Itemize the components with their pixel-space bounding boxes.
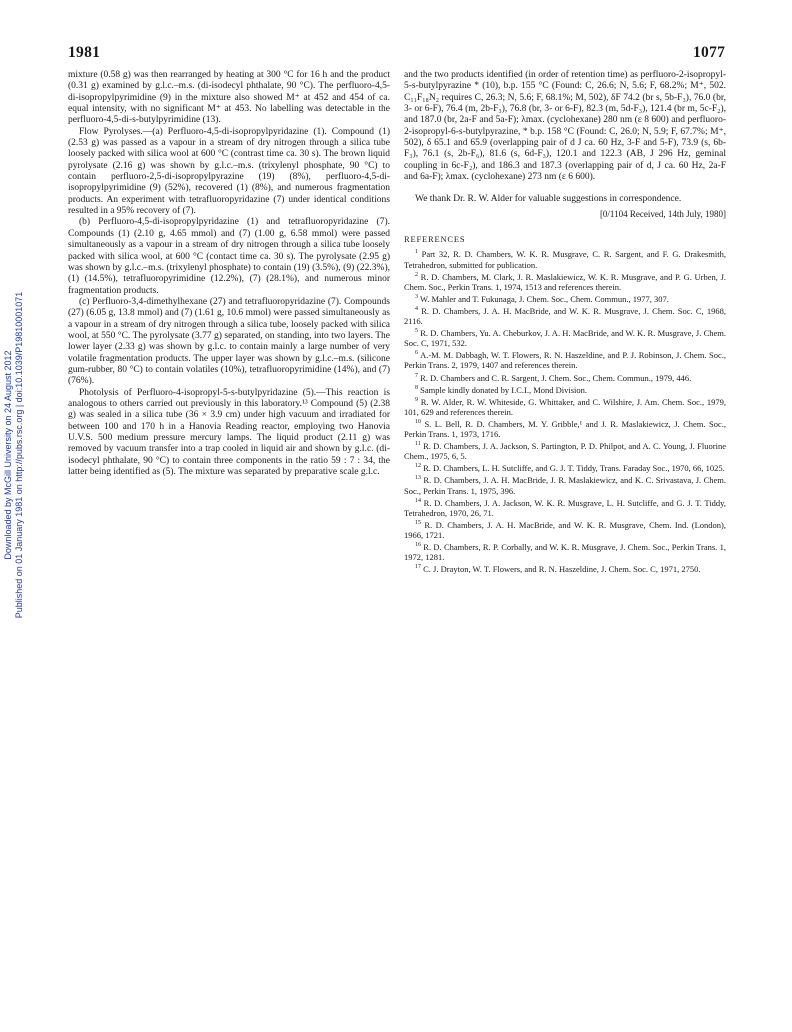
reference-item (404, 247, 726, 269)
paragraph: (c) Perfluoro-3,4-dimethylhexane (27) and tetrafluoropyridazine (7). Compounds (27) (6.05 g, 13.8 mmol) and (7) (1.61 g, 10.6 mmol) were passed simultaneously as a vapour in a stream of dry nitrogen through a silica tube, loosely packed with silica wool, at 550 °C. The pyrolysate (3.77 g) separated, on standing, into two layers. The lower layer (2.33 g) was shown by g.l.c. to contain mainly a large number of very volatile fragmentation products. The upper layer was shown by g.l.c.–m.s. (silicone gum-rubber, 80 °C) to contain volatiles (10%), tetrafluoropyrimidine (14%), and (7) (76%). (68, 296, 390, 387)
reference-item (404, 473, 726, 495)
reference-number: 16 (415, 542, 421, 549)
reference-text: R. D. Chambers, J. A. H. MacBride, and W. K. R. Musgrave, Chem. Ind. (London), 1966, 1721. (404, 519, 726, 540)
reference-number: 13 (415, 475, 421, 482)
download-watermark (0, 0, 30, 1032)
reference-number: 6 (415, 350, 418, 357)
paragraph: and the two products identified (in order of retention time) as perfluoro-2-isopropyl-5-s-butylpyrazine * (10), b.p. 155 °C (Found: C, 26.6; N, 5.6; F, 68.2%; M⁺, 502. C₁₁F₁₈N₂ requires C, 26.3; N, 5.6; F, 68.1%; M, 502), δF 74.2 (br s, 5b-F₃), 76.0 (br, 3- or 6-F), 76.4 (m, 2b-F₃), 76.8 (br, 3- or 6-F), 82.3 (m, 5d-F₃), 121.4 (br m, 5c-F₂), and 187.0 (br, 2a-F and 5a-F); λmax. (cyclohexane) 280 nm (ε 8 600) and perfluoro-2-isopropyl-6-s-butylpyrazine, * b.p. 158 °C (Found: C, 26.0; N, 5.9; F, 67.7%; M⁺, 502), δ 65.1 and 65.9 (overlapping pair of d J ca. 60 Hz, 3-F and 5-F), 73.9 (s, 6b-F₃), 76.1 (s, 2b-F₆), 81.6 (s, 6d-F₃), 120.1 and 122.3 (AB, J 296 Hz, geminal coupling in 6c-F₂), and 186.3 and 187.3 (overlapping pair of d, J ca. 60 Hz, 2a-F and 6a-F); λmax. (cyclohexane) 273 nm (ε 6 600). (404, 70, 726, 183)
reference-number: 12 (415, 463, 421, 470)
reference-number: 5 (415, 328, 418, 335)
paragraph: Photolysis of Perfluoro-4-isopropyl-5-s-butylpyridazine (5).—This reaction is analogous to others carried out previously in this laboratory.¹³ Compound (5) (2.38 g) was sealed in a silica tube (36 × 3.9 cm) under high vacuum and irradiated for between 100 and 170 h in a Hanovia Reading reactor, employing two Hanovia U.V.S. 500 medium pressure mercury lamps. The liquid product (2.11 g) was removed by vacuum transfer into a trap cooled in liquid air and shown by g.l.c. (di-isodecyl phthalate, 90 °C) to contain three components in the ratio 59 : 7 : 34, the latter being identified as (5). The mixture was separated by preparative scale g.l.c. (68, 387, 390, 478)
reference-item (404, 417, 726, 439)
reference-item (404, 439, 726, 461)
reference-item (404, 496, 726, 518)
reference-text: W. Mahler and T. Fukunaga, J. Chem. Soc., Chem. Commun., 1977, 307. (418, 293, 669, 304)
right-column (404, 70, 726, 574)
reference-list (404, 247, 726, 574)
paragraph: Flow Pyrolyses.—(a) Perfluoro-4,5-di-isopropylpyridazine (1). Compound (1) (2.53 g) was passed as a vapour in a stream of dry nitrogen through a silica tube loosely packed with silica wool at 600 °C (contrast time ca. 30 s). The brown liquid pyrolysate (2.16 g) was shown by g.l.c.–m.s. (trixylenyl phosphate, 90 °C) to contain perfluoro-2,5-di-isopropylpyrazine (19) (8%), perfluoro-4,5-di-isopropylpyrimidine (9) (52%), recovered (1) (8%), and numerous fragmentation products. An experiment with tetrafluoropyridazine (7) under identical conditions resulted in a 95% recovery of (7). (68, 126, 390, 217)
reference-text: A.-M. M. Dabbagh, W. T. Flowers, R. N. Haszeldine, and P. J. Robinson, J. Chem. Soc., Perkin Trans. 2, 1979, 1407 and references therein. (404, 350, 726, 371)
reference-item (404, 461, 726, 473)
reference-number: 17 (415, 564, 421, 571)
reference-item (404, 270, 726, 292)
reference-item (404, 395, 726, 417)
reference-item (404, 371, 726, 383)
reference-number: 9 (415, 396, 418, 403)
references-heading: REFERENCES (404, 234, 466, 245)
reference-number: 14 (415, 497, 421, 504)
received-date: [0/1104 Received, 14th July, 1980] (599, 208, 726, 219)
reference-text: Part 32, R. D. Chambers, W. K. R. Musgrave, C. R. Sargent, and F. G. Drakesmith, Tetrahedron, submitted for publication. (404, 249, 726, 270)
reference-number: 1 (415, 249, 418, 256)
reference-number: 11 (415, 441, 421, 448)
paragraph: mixture (0.58 g) was then rearranged by heating at 300 °C for 16 h and the product (0.31 g) examined by g.l.c.–m.s. (di-isodecyl phthalate, 90 °C). The perfluoro-4,5-di-isopropylpyrimidine (9) in the mixture also showed M⁺ at 452 and 454 of ca. equal intensity, with no significant M⁺ at 453. No labelling was detectable in the perfluoro-4,5-di-s-butylpyrimidine (13). (68, 70, 390, 126)
reference-text: R. D. Chambers, J. A. Jackson, S. Partington, P. D. Philpot, and A. C. Young, J. Fluorine Chem., 1975, 6, 5. (404, 441, 726, 462)
page-number: 1077 (693, 44, 726, 61)
reference-item (404, 518, 726, 540)
reference-item (404, 292, 726, 304)
reference-text: S. L. Bell, R. D. Chambers, M. Y. Gribble,¹ and J. R. Maslakiewicz, J. Chem. Soc., Perkin Trans. 1, 1973, 1716. (404, 418, 726, 439)
reference-item (404, 326, 726, 348)
reference-text: R. D. Chambers, L. H. Sutcliffe, and G. J. T. Tiddy, Trans. Faraday Soc., 1970, 66, 1025. (421, 463, 725, 474)
reference-number: 3 (415, 293, 418, 300)
doi-link[interactable]: Published on 01 January 1981 on http://pubs.rsc.org | doi:10.1039/P19810001071 (14, 291, 24, 619)
left-column (68, 70, 390, 478)
reference-text: Sample kindly donated by I.C.I., Mond Division. (418, 384, 588, 395)
reference-text: R. D. Chambers, J. A. H. MacBride, J. R. Maslakiewicz, and K. C. Srivastava, J. Chem. Soc., Perkin Trans. 1, 1975, 396. (404, 475, 726, 496)
journal-year: 1981 (68, 44, 101, 61)
reference-item (404, 562, 726, 574)
reference-item (404, 540, 726, 562)
reference-text: R. D. Chambers and C. R. Sargent, J. Chem. Soc., Chem. Commun., 1979, 446. (418, 372, 692, 383)
acknowledgement: We thank Dr. R. W. Alder for valuable suggestions in correspondence. (415, 194, 682, 205)
reference-item (404, 383, 726, 395)
reference-number: 8 (415, 384, 418, 391)
reference-number: 10 (415, 418, 421, 425)
reference-number: 4 (415, 305, 418, 312)
download-notice: Downloaded by McGill University on 24 August 2012 (3, 350, 13, 560)
reference-text: R. D. Chambers, R. P. Corbally, and W. K. R. Musgrave, J. Chem. Soc., Perkin Trans. 1, 1972, 1281. (404, 542, 726, 563)
reference-text: R. D. Chambers, J. A. Jackson, W. K. R. Musgrave, L. H. Sutcliffe, and G. J. T. Tiddy, Tetrahedron, 1970, 26, 71. (404, 497, 726, 518)
reference-item (404, 304, 726, 326)
reference-number: 15 (415, 519, 421, 526)
paragraph: (b) Perfluoro-4,5-di-isopropylpyridazine (1) and tetrafluoropyridazine (7). Compounds (1) (2.10 g, 4.65 mmol) and (7) (1.00 g, 6.58 mmol) were passed simultaneously as a vapour in a stream of dry nitrogen through a silica tube loosely packed with silica wool, at 600 °C (contact time ca. 30 s). The pyrolysate (2.95 g) was shown by g.l.c.–m.s. (trixylenyl phosphate) to contain (19) (3.5%), (9) (22.3%), (1) (14.5%), tetrafluoropyrimidine (12.2%), (7) (28.1%), and numerous minor fragmentation products. (68, 217, 390, 296)
reference-item (404, 348, 726, 370)
reference-number: 2 (415, 271, 418, 278)
reference-text: R. D. Chambers, Yu. A. Cheburkov, J. A. H. MacBride, and W. K. R. Musgrave, J. Chem. Soc. C, 1971, 532. (404, 328, 726, 349)
reference-text: R. D. Chambers, M. Clark, J. R. Maslakiewicz, W. K. R. Musgrave, and P. G. Urben, J. Chem. Soc., Perkin Trans. 1, 1974, 1513 and references therein. (404, 271, 726, 292)
reference-text: R. D. Chambers, J. A. H. MacBride, and W. K. R. Musgrave, J. Chem. Soc. C, 1968, 2116. (404, 305, 726, 326)
reference-text: R. W. Alder, R. W. Whiteside, G. Whittaker, and C. Wilshire, J. Am. Chem. Soc., 1979, 101, 629 and references therein. (404, 396, 726, 417)
reference-text: C. J. Drayton, W. T. Flowers, and R. N. Haszeldine, J. Chem. Soc. C, 1971, 2750. (421, 564, 701, 575)
reference-number: 7 (415, 372, 418, 379)
